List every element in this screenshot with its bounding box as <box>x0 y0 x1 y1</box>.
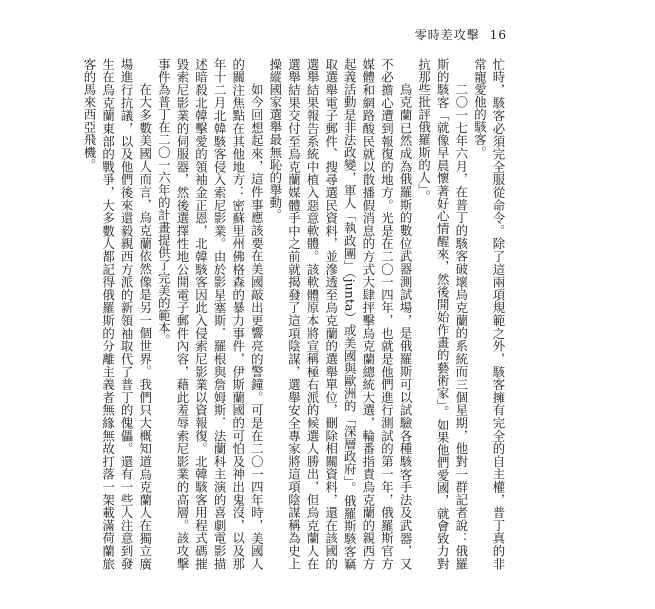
paragraph-4: 如今回想起來，這件事應該要在美國敲出更響亮的警鐘。可是在二〇一四年時，美國人的關注焦點在其他地方：密蘇里州佛格森的暴力事件，伊斯蘭國的可怕及神出鬼沒，以及那年十二月北韓駭客侵入索尼影業。由於影星塞斯．羅根與詹姆斯．法蘭科主演的喜劇電影描述暗殺北韓擊愛的領袖金正恩，北韓駭客因此入侵索尼影業以資報復。北韓駭客用程式碼摧毀索尼影業的伺服器，然後選擇性地公開電子郵件內容，藉此羞辱索尼影業的高層。該攻擊事件為普丁在二〇一六年的計畫提供了完美的範本。 <box>156 58 265 570</box>
page-number: 16 <box>489 28 507 42</box>
paragraph-2: 二〇一七年六月，在普丁的駭客破壞烏克蘭的系統而三個星期，他對一群記者說：俄羅斯的駭客「就像早晨懷著好心情醒來，然後開始作畫的藝術家」。如果他們愛國，就會致力對抗那些批評俄羅斯的人」。 <box>416 58 469 570</box>
paragraph-3: 烏克蘭已然成為俄羅斯的數位武器測試場，是俄羅斯可以試驗各種駭客手法及武器，又不必擔心遭到報復的地方。光是在二〇一四年，也就是他們進行測試的第一年，俄羅斯官方媒體和網路酸民就以散播假消息的方式大肆抨擊烏克蘭總統大選，輪番指責烏克蘭的親西方起義活動是非法政變，軍人「執政團」（junta）或美國與歐洲的「深層政府」。俄羅斯駭客竊取選舉電子郵件、搜尋選民資料，並滲透至烏克蘭的選舉單位，刪除相關資料，還在該國的選舉結果報告系統中植入惡意軟體。該軟體原本將宣稱極右派的候選人勝出，但烏克蘭人在選舉結果交付至烏克蘭媒體手中之前就揭發了這項陰謀，選舉安全專家將這項陰謀稱為史上操縱國家選舉最無恥的舉動。 <box>267 58 414 570</box>
paragraph-1: 忙時，駭客必須完全服從命令。除了這兩項規範之外，駭客擁有完全的自主權，普丁真的非常寵愛他的駭客。 <box>472 58 506 570</box>
book-title: 零時差攻擊 <box>414 28 480 42</box>
paragraph-5: 在大多數美國人而言，烏克蘭依然像是另一個世界。我們只大概知道烏克蘭人在獨立廣場進行抗議，以及他們後來還毅親西方派的新領袖取代了普丁的傀儡。還有一些人注意到發生在烏克蘭東部的戰爭，大多數人都記得俄羅斯的分離主義者無緣無故打落一架載滿荷蘭旅客的馬來西亞飛機。 <box>81 58 153 570</box>
vertical-text-body <box>81 58 507 570</box>
running-header <box>415 26 507 43</box>
